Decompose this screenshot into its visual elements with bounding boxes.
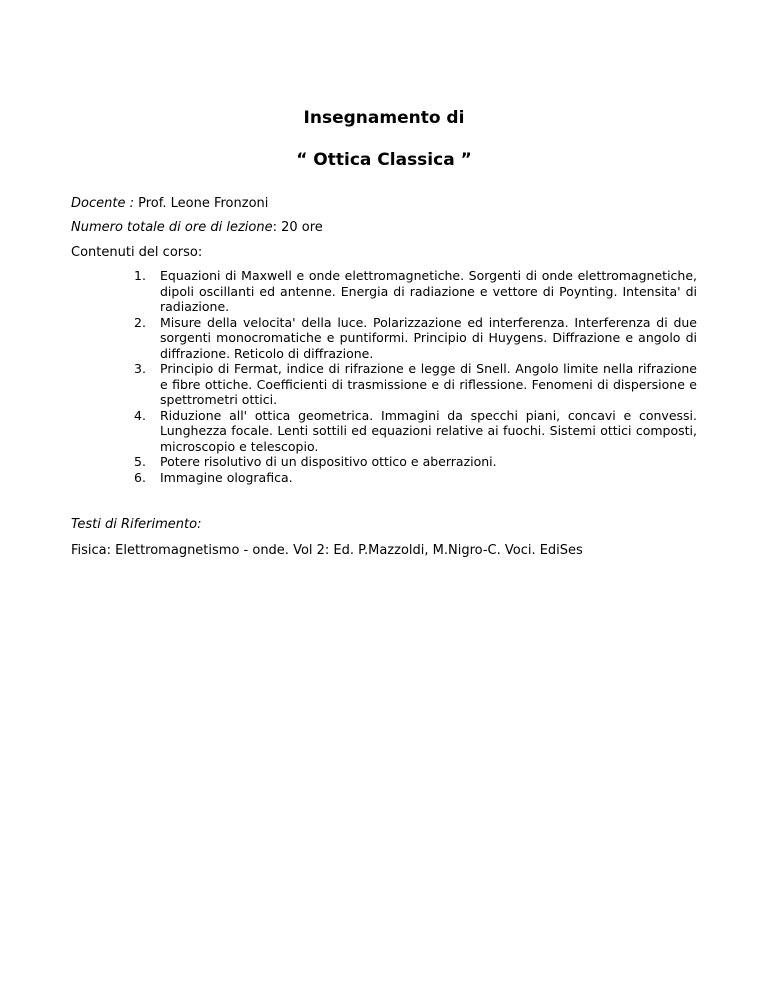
list-item-text: Principio di Fermat, indice di rifrazione e legge di Snell. Angolo limite nella rifrazione e fibre ottiche. Coefficienti di trasmissione e di riflessione. Fenomeni di dispersione e spettrometri ottici. [160,361,697,407]
docente-label: Docente : [71,196,134,211]
list-item [134,268,697,315]
reference-entry: Fisica: Elettromagnetismo - onde. Vol 2: Ed. P.Mazzoldi, M.Nigro-C. Voci. EdiSes [71,543,583,558]
list-item-number: 1. [134,268,146,283]
docente-value: Prof. Leone Fronzoni [133,196,269,211]
list-item-text: Riduzione all' ottica geometrica. Immagini da specchi piani, concavi e convessi. Lunghezza focale. Lenti sottili ed equazioni relative ai fuochi. Sistemi ottici composti, microscopio e telescopio. [160,407,697,454]
list-item [134,315,697,362]
list-item [134,470,697,486]
hours-label: Numero totale di ore di lezione [71,220,273,235]
course-name-heading: “ Ottica Classica ” [296,150,472,170]
hours-line [71,220,323,236]
docente-line [71,196,268,212]
list-item-number: 4. [134,407,146,423]
list-item-number: 6. [134,469,146,485]
contents-label: Contenuti del corso: [71,245,203,260]
list-item-number: 2. [134,314,146,330]
course-title-heading: Insegnamento di [303,108,465,128]
list-item-number: 5. [134,454,146,469]
list-item-text: Equazioni di Maxwell e onde elettromagnetiche. Sorgenti di onde elettromagnetiche, dipoli oscillanti ed antenne. Energia di radiazione e vettore di Poynting. Intensita' di radiazione. [160,268,697,314]
list-item [134,454,697,470]
hours-value: : 20 ore [272,220,323,235]
list-item-number: 3. [134,361,146,376]
list-item [134,408,697,455]
list-item-text: Misure della velocita' della luce. Polarizzazione ed interferenza. Interferenza di due sorgenti monocromatiche e puntiformi. Principio di Huygens. Diffrazione e angolo di diffrazione. Reticolo di diffrazione. [160,314,697,361]
references-label: Testi di Riferimento: [71,517,202,532]
list-item-text: Immagine olografica. [160,469,293,485]
topics-list [134,268,697,485]
list-item-text: Potere risolutivo di un dispositivo ottico e aberrazioni. [160,454,497,469]
list-item [134,361,697,408]
